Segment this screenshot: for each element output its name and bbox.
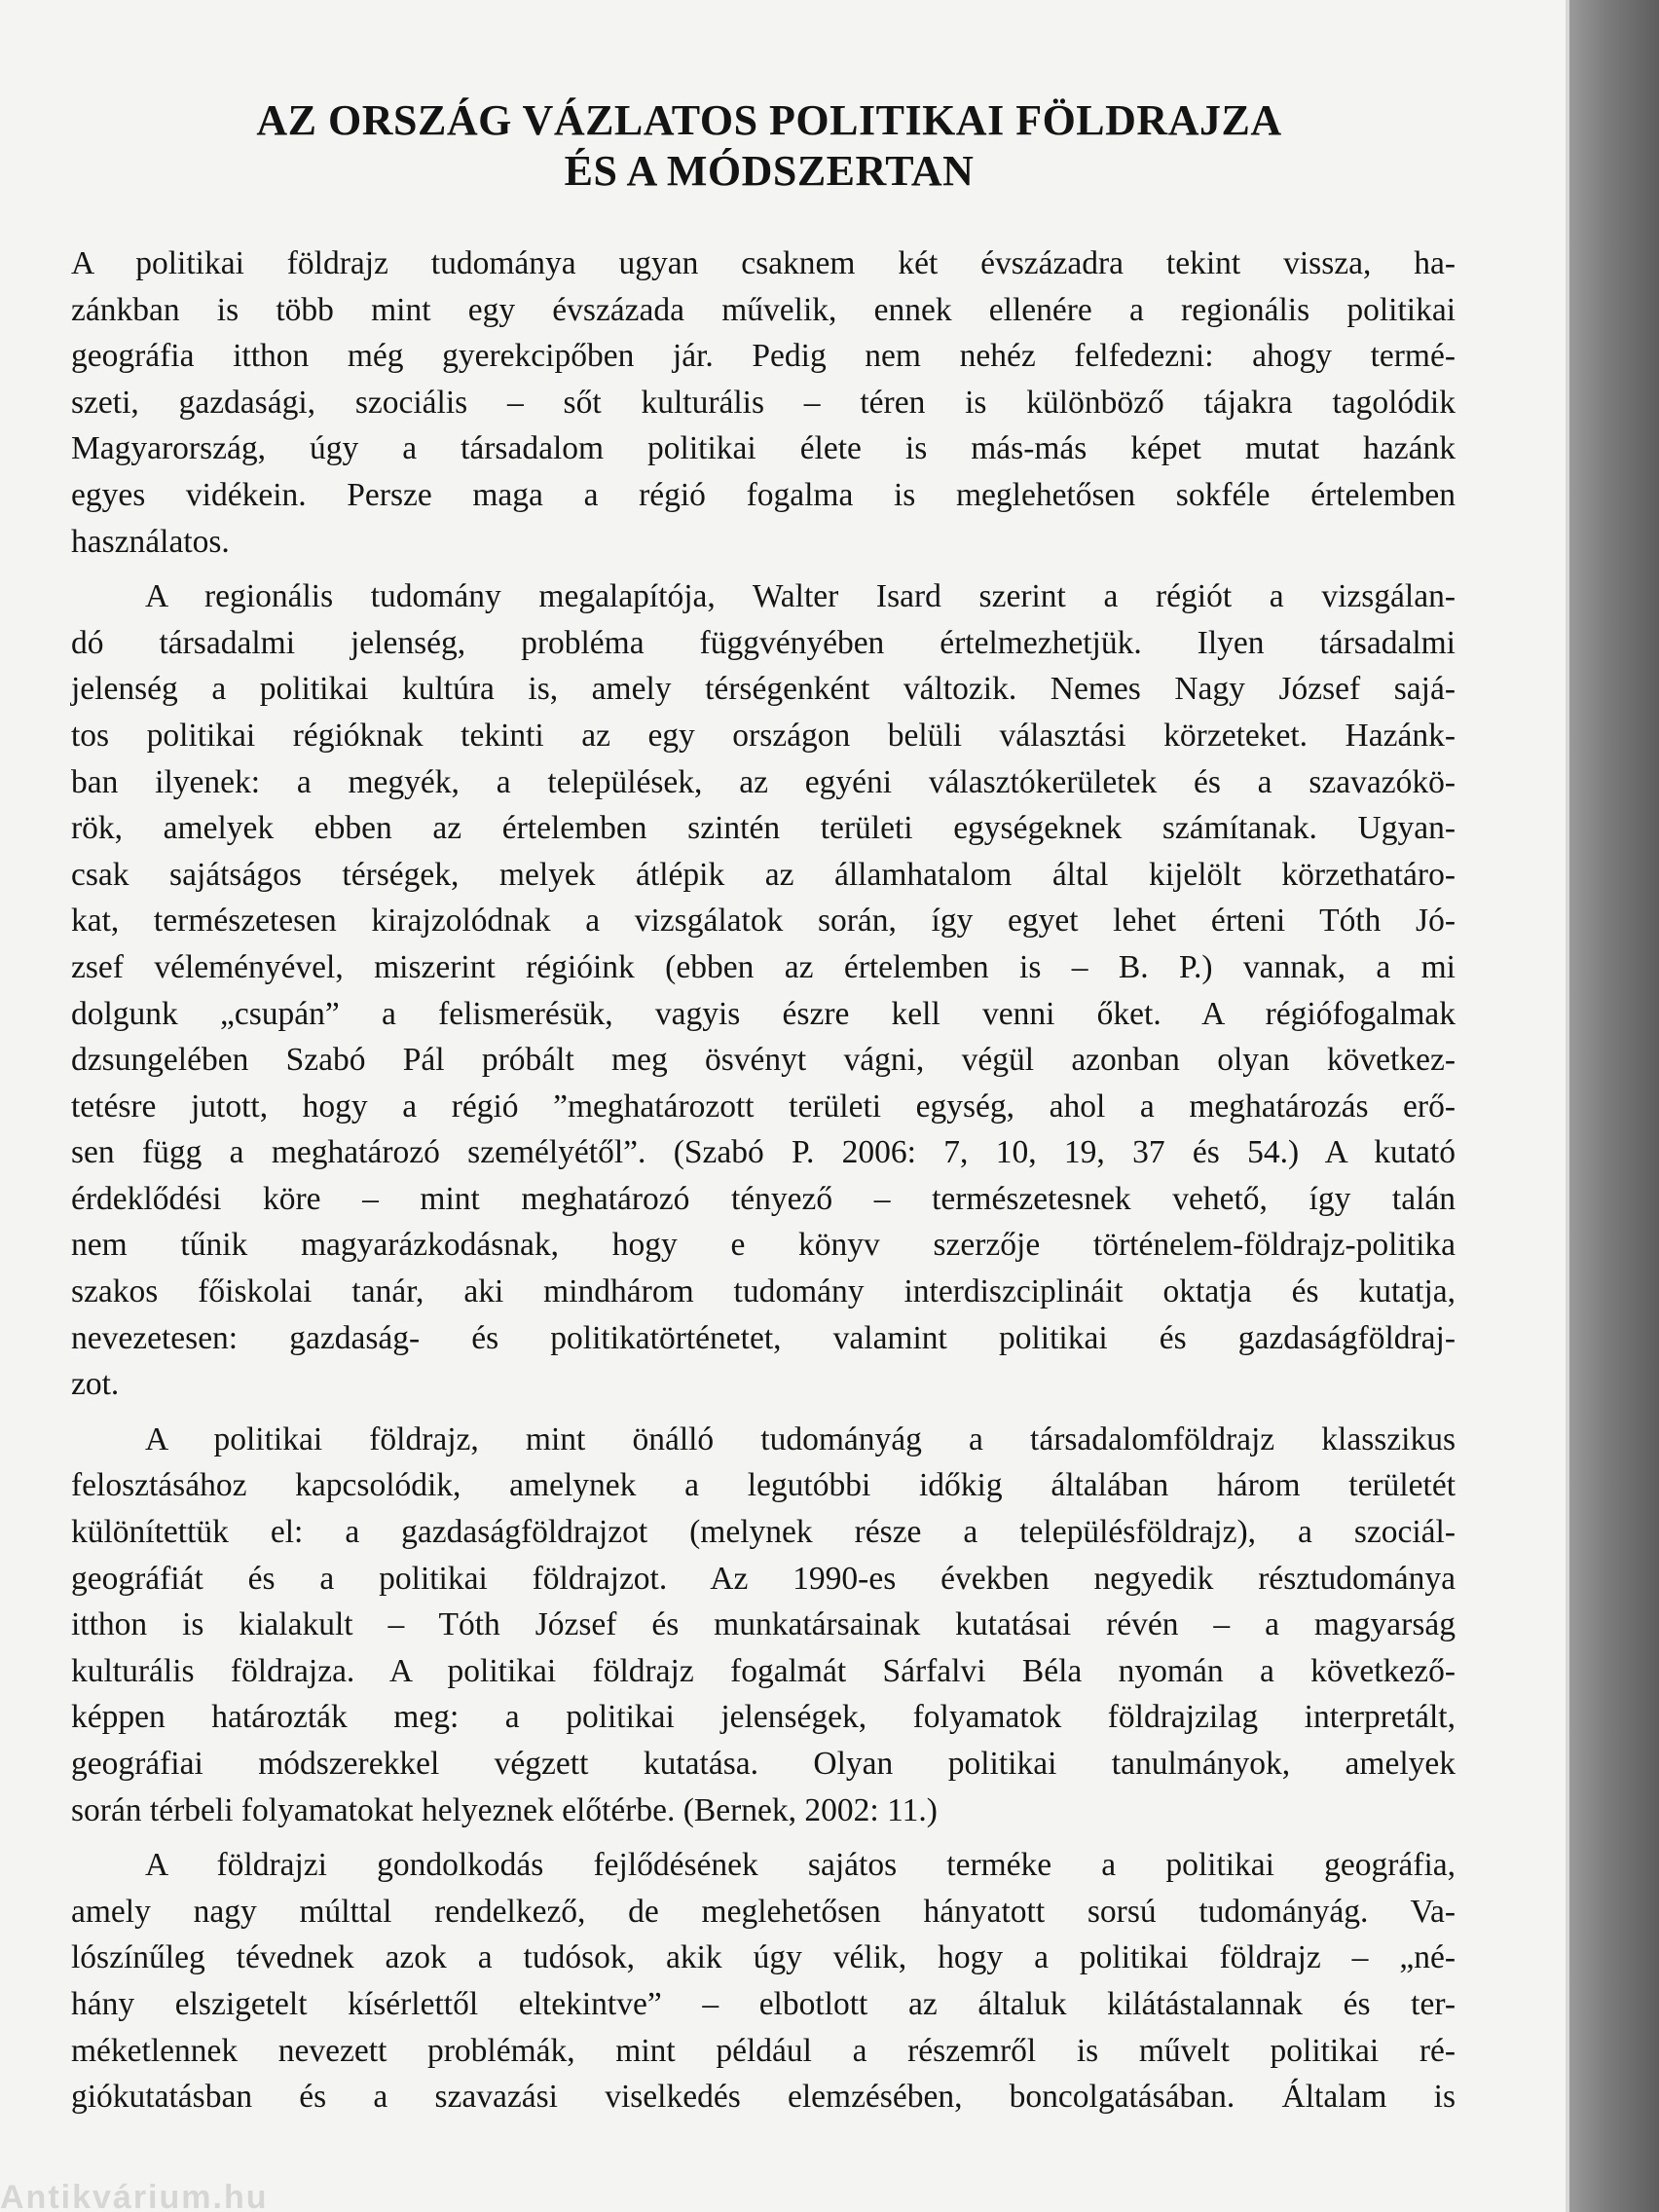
text-line: sen függ a meghatározó személyétől”. (Szabó P. 2006: 7, 10, 19, 37 és 54.) A kutató (71, 1134, 1456, 1171)
text-line: itthon is kialakult – Tóth József és munkatársainak kutatásai révén – a magyarság (71, 1606, 1456, 1643)
text-line: geográfiát és a politikai földrajzot. Az 1990-es években negyedik résztudománya (71, 1560, 1456, 1597)
text-line: dó társadalmi jelenség, probléma függvényében értelmezhetjük. Ilyen társadalmi (71, 624, 1456, 661)
text-line: rök, amelyek ebben az értelemben szintén területi egységeknek számítanak. Ugyan- (71, 810, 1456, 847)
text-line: zsef véleményével, miszerint régióink (ebben az értelemben is – B. P.) vannak, a mi (71, 948, 1456, 985)
text-line: használatos. (71, 523, 230, 560)
text-line: A regionális tudomány megalapítója, Walter Isard szerint a régiót a vizsgálan- (145, 578, 1456, 615)
text-line: nem tűnik magyarázkodásnak, hogy e könyv szerzője történelem-földrajz-politika (71, 1227, 1456, 1264)
text-line: amely nagy múlttal rendelkező, de meglehetősen hányatott sorsú tudományág. Va- (71, 1893, 1456, 1930)
text-line: A politikai földrajz tudománya ugyan csaknem két évszázadra tekint vissza, ha- (71, 245, 1456, 281)
text-line: tos politikai régióknak tekinti az egy országon belüli választási körzeteket. Hazánk- (71, 717, 1456, 754)
text-line: szeti, gazdasági, szociális – sőt kulturális – téren is különböző tájakra tagolódik (71, 384, 1456, 421)
text-line: giókutatásban és a szavazási viselkedés elemzésében, boncolgatásában. Általam is (71, 2079, 1456, 2116)
chapter-title-line-1: AZ ORSZÁG VÁZLATOS POLITIKAI FÖLDRAJZA (256, 96, 1282, 144)
text-line: geográfiai módszerekkel végzett kutatása. Olyan politikai tanulmányok, amelyek (71, 1746, 1456, 1782)
text-line: egyes vidékein. Persze maga a régió fogalma is meglehetősen sokféle értelemben (71, 476, 1456, 513)
watermark: Antikvárium.hu (0, 2179, 269, 2212)
text-line: különítettük el: a gazdaságföldrajzot (melynek része a településföldrajz), a szociál- (71, 1514, 1456, 1551)
text-line: geográfia itthon még gyerekcipőben jár. Pedig nem nehéz felfedezni: ahogy termé- (71, 338, 1456, 375)
body-text (71, 240, 1456, 2129)
text-line: felosztásához kapcsolódik, amelynek a legutóbbi időkig általában három területét (71, 1467, 1456, 1504)
text-line: A politikai földrajz, mint önálló tudományág a társadalomföldrajz klasszikus (145, 1420, 1456, 1457)
text-line: Magyarország, úgy a társadalom politikai élete is más-más képet mutat hazánk (71, 430, 1456, 467)
text-line: nevezetesen: gazdaság- és politikatörténetet, valamint politikai és gazdaságföldraj- (71, 1319, 1456, 1356)
text-line: ban ilyenek: a megyék, a települések, az egyéni választókerületek és a szavazókö- (71, 763, 1456, 800)
text-line: tetésre jutott, hogy a régió ”meghatározott területi egység, ahol a meghatározás erő- (71, 1088, 1456, 1124)
paragraph-3 (71, 1417, 1456, 1833)
text-line: során térbeli folyamatokat helyeznek előtérbe. (Bernek, 2002: 11.) (71, 1791, 938, 1828)
text-line: méketlennek nevezett problémák, mint például a részemről is művelt politikai ré- (71, 2032, 1456, 2069)
text-line: zot. (71, 1366, 120, 1403)
text-line: csak sajátságos térségek, melyek átlépik az államhatalom által kijelölt körzethatáro- (71, 856, 1456, 893)
text-line: lószínűleg tévednek azok a tudósok, akik úgy vélik, hogy a politikai földrajz – „né- (71, 1939, 1456, 1976)
text-line: kat, természetesen kirajzolódnak a vizsgálatok során, így egyet lehet érteni Tóth Jó- (71, 903, 1456, 940)
chapter-title (0, 95, 1538, 197)
text-line: kulturális földrajza. A politikai földrajz fogalmát Sárfalvi Béla nyomán a következő- (71, 1652, 1456, 1689)
text-line: hány elszigetelt kísérlettől eltekintve” – elbotlott az általuk kilátástalannak és ter- (71, 1985, 1456, 2022)
text-line: A földrajzi gondolkodás fejlődésének sajátos terméke a politikai geográfia, (145, 1847, 1456, 1884)
paragraph-1 (71, 240, 1456, 565)
text-line: zánkban is több mint egy évszázada művelik, ennek ellenére a regionális politikai (71, 291, 1456, 328)
text-line: érdeklődési köre – mint meghatározó tényező – természetesnek vehető, így talán (71, 1180, 1456, 1217)
adjacent-page-edge (1569, 0, 1659, 2212)
paragraph-4 (71, 1842, 1456, 2120)
text-line: dzsungelében Szabó Pál próbált meg ösvényt vágni, végül azonban olyan következ- (71, 1042, 1456, 1079)
text-line: képpen határozták meg: a politikai jelenségek, folyamatok földrajzilag interpretált, (71, 1699, 1456, 1736)
text-line: jelenség a politikai kultúra is, amely térségenként változik. Nemes Nagy József sajá- (71, 671, 1456, 708)
text-line: dolgunk „csupán” a felismerésük, vagyis észre kell venni őket. A régiófogalmak (71, 995, 1456, 1032)
text-line: szakos főiskolai tanár, aki mindhárom tudomány interdiszciplináit oktatja és kutatja, (71, 1273, 1456, 1310)
chapter-title-line-2: ÉS A MÓDSZERTAN (564, 147, 975, 195)
paragraph-2 (71, 573, 1456, 1408)
